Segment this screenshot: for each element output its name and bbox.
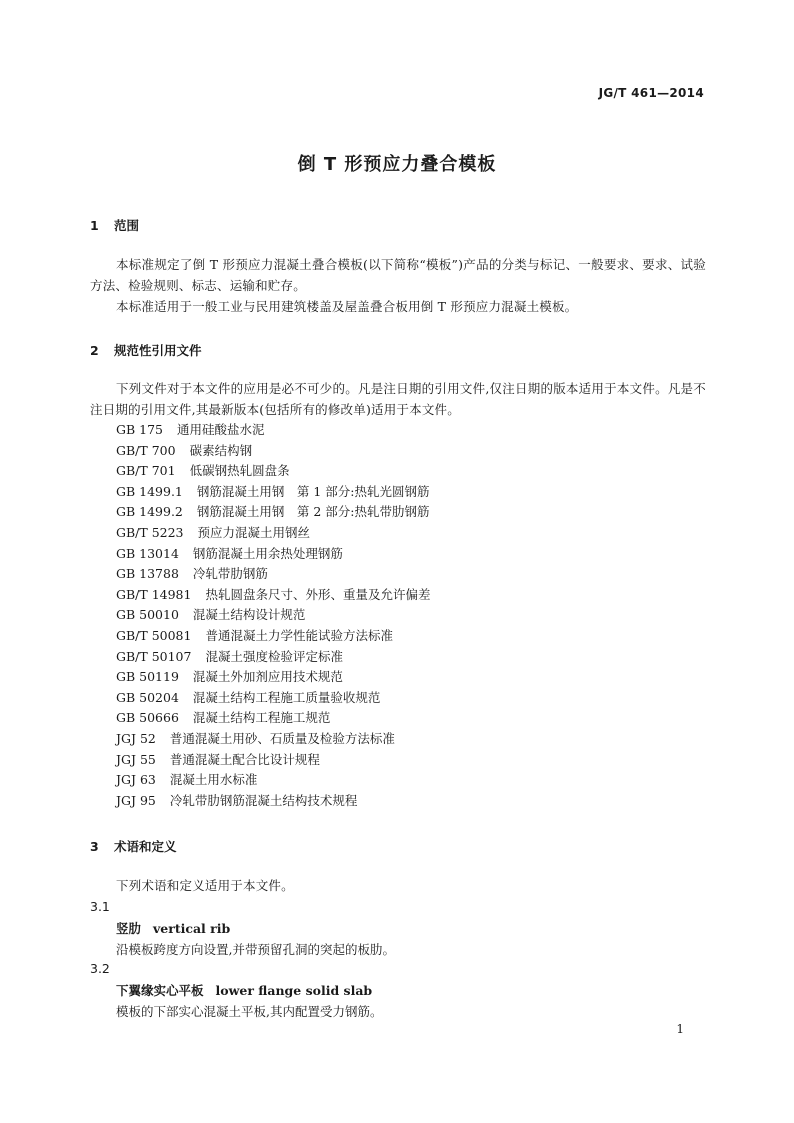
reference-item — [116, 688, 430, 709]
standard-code: JG/T 461—2014 — [598, 86, 704, 100]
term-name-en: lower flange solid slab — [215, 983, 373, 998]
term-number: 3.2 — [90, 961, 110, 976]
reference-code: GB/T 700 — [116, 442, 176, 458]
reference-code: GB/T 50081 — [116, 627, 192, 643]
section-title: 规范性引用文件 — [114, 343, 202, 358]
section-3-intro: 下列术语和定义适用于本文件。 — [116, 878, 294, 893]
reference-item — [116, 502, 430, 523]
reference-title: 碳素结构钢 — [189, 442, 253, 458]
reference-title: 钢筋混凝土用钢 第 2 部分:热轧带肋钢筋 — [196, 504, 430, 520]
reference-title: 热轧圆盘条尺寸、外形、重量及允许偏差 — [205, 586, 431, 602]
reference-title: 普通混凝土配合比设计规程 — [169, 751, 320, 767]
reference-title: 混凝土强度检验评定标准 — [205, 648, 343, 664]
reference-title: 混凝土外加剂应用技术规范 — [192, 669, 343, 685]
reference-code: JGJ 95 — [116, 792, 156, 808]
reference-code: GB/T 701 — [116, 463, 176, 479]
term-definition: 沿模板跨度方向设置,并带预留孔洞的突起的板肋。 — [116, 942, 395, 957]
term-name — [116, 981, 372, 999]
reference-item — [116, 770, 430, 791]
section-2-intro: 下列文件对于本文件的应用是必不可少的。凡是注日期的引用文件,仅注日期的版本适用于本文件。凡是不注日期的引用文件,其最新版本(包括所有的修改单)适用于本文件。 — [90, 381, 706, 417]
reference-title: 冷轧带肋钢筋 — [192, 566, 268, 582]
section-1-paragraph-2: 本标准适用于一般工业与民用建筑楼盖及屋盖叠合板用倒 T 形预应力混凝土模板。 — [116, 299, 578, 314]
reference-title: 钢筋混凝土用钢 第 1 部分:热轧光圆钢筋 — [196, 483, 430, 499]
section-title: 术语和定义 — [114, 839, 177, 854]
reference-item — [116, 647, 430, 668]
reference-code: GB 50204 — [116, 689, 179, 705]
reference-item — [116, 605, 430, 626]
reference-code: GB 13788 — [116, 566, 179, 582]
term-name — [116, 919, 230, 937]
reference-code: JGJ 52 — [116, 730, 156, 746]
section-title: 范围 — [114, 218, 140, 233]
reference-title: 混凝土结构设计规范 — [192, 607, 306, 623]
normative-reference-list — [116, 420, 430, 811]
reference-title: 预应力混凝土用钢丝 — [197, 524, 311, 540]
reference-item — [116, 420, 430, 441]
reference-code: GB 175 — [116, 422, 164, 437]
reference-code: GB/T 14981 — [116, 586, 192, 602]
reference-item — [116, 791, 430, 812]
section-2-heading — [90, 341, 202, 359]
reference-code: GB 50010 — [116, 607, 179, 623]
reference-title: 普通混凝土力学性能试验方法标准 — [205, 627, 393, 643]
reference-code: GB 1499.2 — [116, 504, 183, 520]
reference-title: 混凝土结构工程施工规范 — [192, 710, 331, 726]
section-number: 1 — [90, 218, 99, 233]
term-name-en: vertical rib — [153, 921, 231, 936]
reference-code: GB 50119 — [116, 669, 179, 685]
reference-item — [116, 729, 430, 750]
term-name-zh: 竖肋 — [116, 921, 142, 936]
reference-item — [116, 750, 430, 771]
page-number: 1 — [676, 1022, 684, 1036]
reference-item — [116, 482, 430, 503]
term-name-zh: 下翼缘实心平板 — [116, 983, 204, 998]
reference-item — [116, 441, 430, 462]
section-1-heading — [90, 216, 139, 234]
reference-title: 低碳钢热轧圆盘条 — [189, 463, 290, 479]
reference-title: 普通混凝土用砂、石质量及检验方法标准 — [169, 730, 395, 746]
reference-code: GB 1499.1 — [116, 483, 183, 499]
reference-title: 通用硅酸盐水泥 — [177, 422, 265, 437]
reference-item — [116, 461, 430, 482]
reference-code: JGJ 63 — [116, 772, 156, 788]
reference-title: 冷轧带肋钢筋混凝土结构技术规程 — [169, 792, 358, 808]
reference-title: 钢筋混凝土用余热处理钢筋 — [192, 545, 343, 561]
term-number: 3.1 — [90, 899, 110, 914]
reference-title: 混凝土用水标准 — [169, 772, 258, 788]
reference-code: GB/T 50107 — [116, 648, 192, 664]
reference-item — [116, 544, 430, 565]
section-number: 3 — [90, 839, 99, 854]
section-number: 2 — [90, 343, 99, 358]
reference-code: GB 13014 — [116, 545, 179, 561]
section-3-heading — [90, 837, 177, 855]
reference-item — [116, 564, 430, 585]
reference-item — [116, 708, 430, 729]
section-1-paragraph-1: 本标准规定了倒 T 形预应力混凝土叠合模板(以下简称“模板”)产品的分类与标记、一般要求、要求、试验方法、检验规则、标志、运输和贮存。 — [90, 257, 706, 293]
reference-item — [116, 626, 430, 647]
reference-item — [116, 667, 430, 688]
reference-title: 混凝土结构工程施工质量验收规范 — [192, 689, 381, 705]
reference-code: GB 50666 — [116, 710, 179, 726]
reference-code: GB/T 5223 — [116, 524, 184, 540]
document-title: 倒 T 形预应力叠合模板 — [297, 154, 497, 175]
reference-item — [116, 585, 430, 606]
reference-item — [116, 523, 430, 544]
reference-code: JGJ 55 — [116, 751, 156, 767]
term-definition: 模板的下部实心混凝土平板,其内配置受力钢筋。 — [116, 1004, 383, 1019]
